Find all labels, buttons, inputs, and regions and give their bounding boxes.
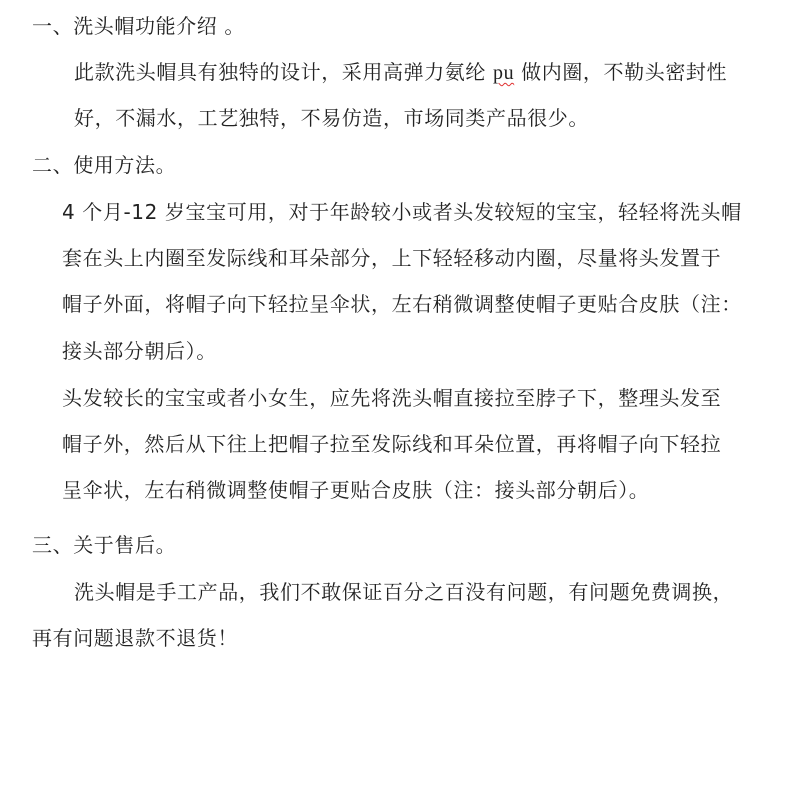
- section-2-p2-line-3: 呈伞状，左右稍微调整使帽子更贴合皮肤（注：接头部分朝后）。: [62, 478, 650, 502]
- text-segment: 做内圈，不勒头密封性: [514, 60, 728, 84]
- spellcheck-flagged-word[interactable]: pu: [492, 62, 515, 84]
- section-2-p2-line-1: 头发较长的宝宝或者小女生，应先将洗头帽直接拉至脖子下，整理头发至: [62, 386, 722, 410]
- section-3-body-line-1: 洗头帽是手工产品，我们不敢保证百分之百没有问题，有问题免费调换，: [74, 580, 734, 604]
- section-2-p1-line-2: 套在头上内圈至发际线和耳朵部分，上下轻轻移动内圈，尽量将头发置于: [62, 246, 722, 270]
- section-3-body-line-2: 再有问题退款不退货！: [32, 626, 238, 650]
- section-2-p1-line-3: 帽子外面，将帽子向下轻拉呈伞状，左右稍微调整使帽子更贴合皮肤（注：: [62, 292, 742, 316]
- section-1-body-line-1: [74, 60, 727, 85]
- section-2-p2-line-2: 帽子外，然后从下往上把帽子拉至发际线和耳朵位置，再将帽子向下轻拉: [62, 432, 722, 456]
- section-1-body-line-2: 好，不漏水，工艺独特，不易仿造，市场同类产品很少。: [74, 106, 589, 130]
- section-2-heading: 二、使用方法。: [32, 153, 177, 177]
- section-1-heading: 一、洗头帽功能介绍 。: [32, 14, 245, 38]
- section-2-p1-line-4: 接头部分朝后）。: [62, 339, 217, 363]
- section-3-heading: 三、关于售后。: [32, 533, 177, 557]
- section-2-p1-line-1: 4 个月-12 岁宝宝可用，对于年龄较小或者头发较短的宝宝，轻轻将洗头帽: [62, 200, 742, 224]
- text-segment: 此款洗头帽具有独特的设计，采用高弹力氨纶: [74, 60, 493, 84]
